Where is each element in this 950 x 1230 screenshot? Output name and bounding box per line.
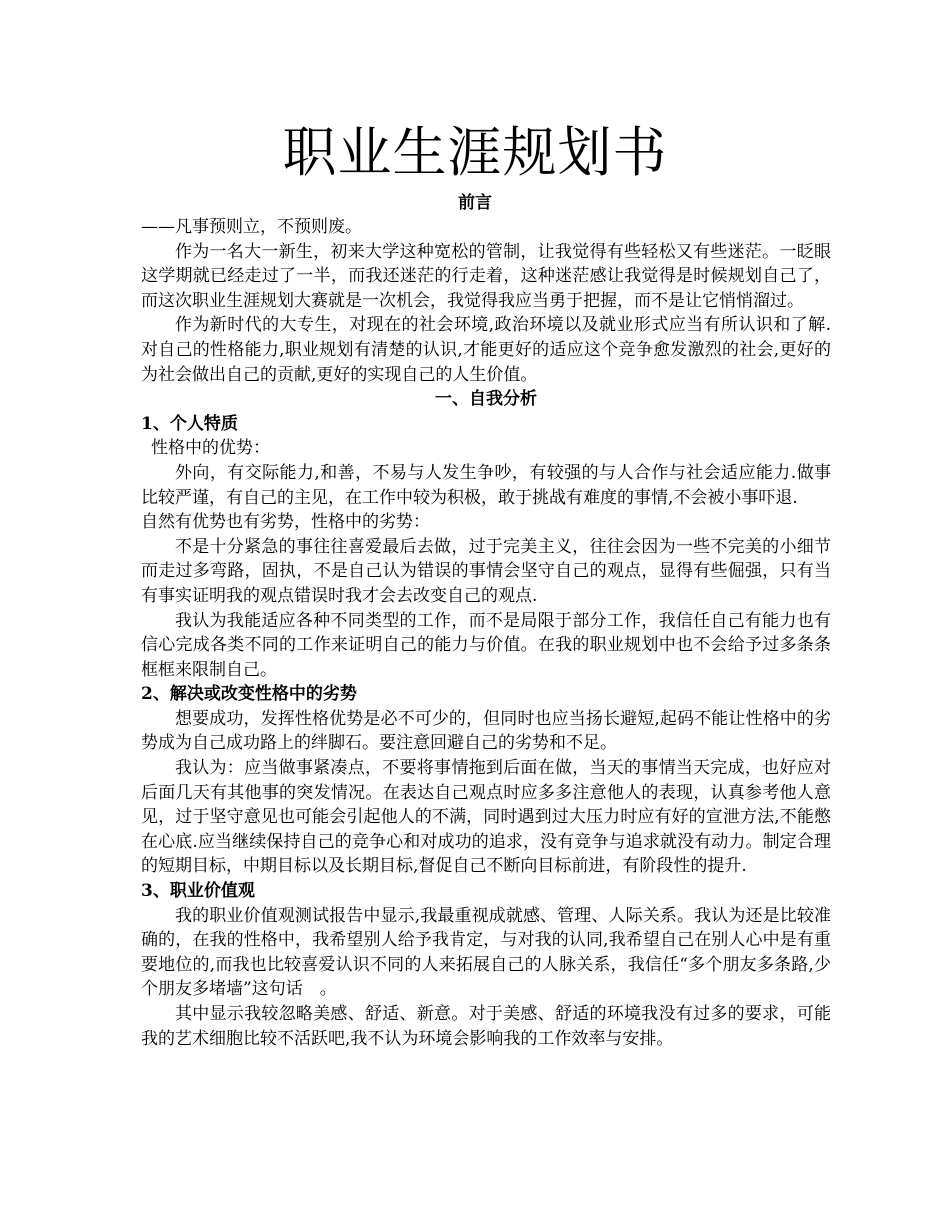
career-values-paragraph-2: 其中显示我较忽略美感、舒适、新意。对于美感、舒适的环境我没有过多的要求，可能我的艺术细胞比较不活跃吧,我不认为环境会影响我的工作效率与安排。 <box>141 1004 831 1049</box>
preface-heading: 前言 <box>458 193 492 213</box>
subsection-heading-fix-weakness: 2、解决或改变性格中的劣势 <box>141 684 357 705</box>
subsection-heading-career-values: 3、职业价值观 <box>141 881 255 902</box>
weakness-label: 自然有优势也有劣势，性格中的劣势： <box>141 512 430 533</box>
strengths-paragraph: 外向，有交际能力,和善，不易与人发生争吵，有较强的与人合作与社会适应能力.做事比较严谨，有自己的主见，在工作中较为积极，敢于挑战有难度的事情,不会被小事吓退. <box>141 462 831 508</box>
document-body <box>141 215 831 1051</box>
document-title: 职业生涯规划书 <box>282 121 668 184</box>
fix-weakness-paragraph-2: 我认为：应当做事紧凑点，不要将事情拖到后面在做，当天的事情当天完成，也好应对后面几天有其他事的突发情况。在表达自己观点时应多多注意他人的表现，认真参考他人意见，过于坚守意见也可能会引起他人的不满，同时遇到过大压力时应有好的宣泄方法,不能憋在心底.应当继续保持自己的竞争心和对成功的追求，没有竞争与追求就没有动力。制定合理的短期目标，中期目标以及长期目标,督促自己不断向目标前进，有阶段性的提升. <box>141 758 831 877</box>
fix-weakness-paragraph-1: 想要成功，发挥性格优势是必不可少的，但同时也应当扬长避短,起码不能让性格中的劣势成为自己成功路上的绊脚石。要注意回避自己的劣势和不足。 <box>141 708 831 754</box>
subsection-heading-personal-traits: 1、个人特质 <box>141 413 238 434</box>
traits-conclusion-paragraph: 我认为我能适应各种不同类型的工作，而不是局限于部分工作，我信任自己有能力也有信心完成各类不同的工作来证明自己的能力与价值。在我的职业规划中也不会给予过多条条框框来限制自己。 <box>141 610 831 680</box>
weakness-paragraph: 不是十分紧急的事往往喜爱最后去做，过于完美主义，往往会因为一些不完美的小细节而走过多弯路，固执，不是自己认为错误的事情会坚守自己的观点，显得有些倔强，只有当有事实证明我的观点错误时我才会去改变自己的观点. <box>141 536 831 606</box>
preface-paragraph-2: 作为新时代的大专生，对现在的社会环境,政治环境以及就业形式应当有所认识和了解.对自己的性格能力,职业规划有清楚的认识,才能更好的适应这个竞争愈发激烈的社会,更好的为社会做出自己的贡献,更好的实现自己的人生价值。 <box>141 315 831 385</box>
preface-paragraph-1: 作为一名大一新生，初来大学这种宽松的管制，让我觉得有些轻松又有些迷茫。一眨眼这学期就已经走过了一半，而我还迷茫的行走着，这种迷茫感让我觉得是时候规划自己了，而这次职业生涯规划大赛就是一次机会，我觉得我应当勇于把握，而不是让它悄悄溜过。 <box>141 241 831 311</box>
career-values-paragraph-1: 我的职业价值观测试报告中显示,我最重视成就感、管理、人际关系。我认为还是比较准确的，在我的性格中，我希望别人给予我肯定，与对我的认同,我希望自己在别人心中是有重要地位的,而我也比较喜爱认识不同的人来拓展自己的人脉关系，我信任“多个朋友多条路,少个朋友多堵墙”这句话 。 <box>141 905 831 1000</box>
section-heading-self-analysis: 一、自我分析 <box>435 389 537 410</box>
strengths-label: 性格中的优势： <box>151 438 270 459</box>
preface-motto: ——凡事预则立，不预则废。 <box>141 217 362 237</box>
